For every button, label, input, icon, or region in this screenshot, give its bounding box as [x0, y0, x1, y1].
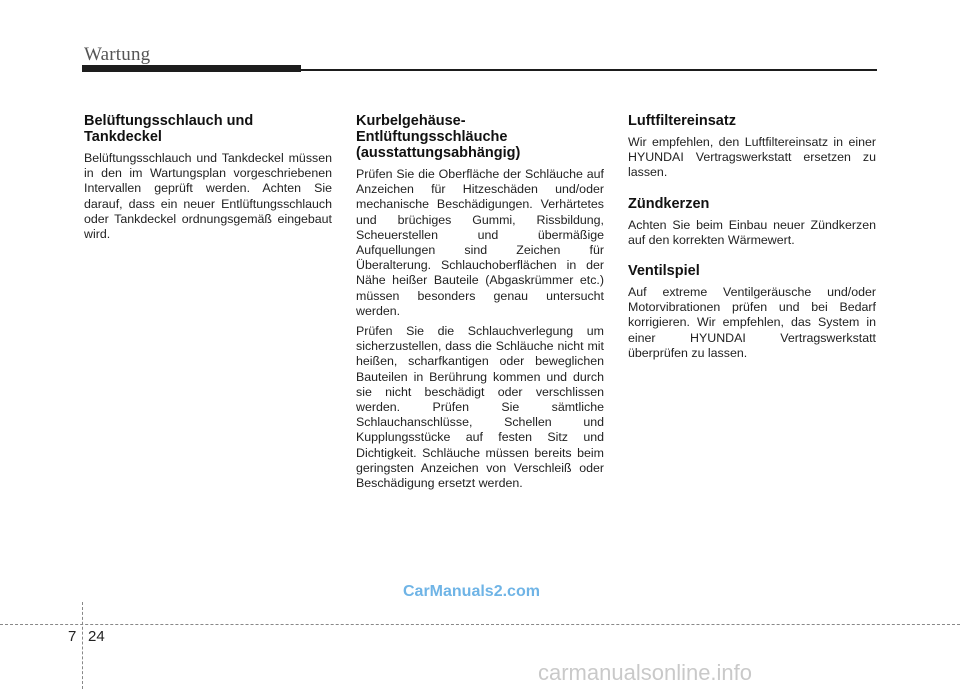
footer-vertical-divider — [82, 602, 83, 689]
section-paragraph: Prüfen Sie die Schlauchverlegung um sicherzustellen, dass die Schläuche nicht mit heißen, scharfkantigen oder beweglichen Bauteilen in Berührung kommen und durch sie nicht beschädigt oder verschlissen werden. Prüfen Sie sämtliche Schlauchanschlüsse, Schellen und Kupplungsstücke auf festen Sitz und Dichtigkeit. Schläuche müssen bereits beim geringsten Anzeichen von Verschleiß oder Beschädigung ersetzt werden. — [356, 324, 604, 491]
page-header-title: Wartung — [84, 44, 151, 65]
section-heading-luftfiltereinsatz: Luftfiltereinsatz — [628, 113, 736, 129]
column-2 — [356, 113, 604, 496]
section-heading-ventilspiel: Ventilspiel — [628, 263, 700, 280]
section-paragraph: Auf extreme Ventilgeräusche und/oder Motorvibrationen prüfen und bei Bedarf korrigieren. Wir empfehlen, das System in einer HYUNDAI Vertragswerkstatt überprüfen zu lassen. — [628, 285, 876, 360]
header-bar — [82, 65, 301, 72]
header-rule — [301, 69, 877, 71]
section-heading-kurbelgehaeuse: Kurbelgehäuse-Entlüftungsschläuche (ausstattungsabhängig) — [356, 113, 521, 161]
section-paragraph: Belüftungsschlauch und Tankdeckel müssen in den im Wartungsplan vorgeschriebenen Intervallen geprüft werden. Achten Sie darauf, dass ein neuer Entlüftungsschlauch oder Tankdeckel ordnungsgemäß eingebaut wird. — [84, 151, 332, 242]
section-paragraph: Wir empfehlen, den Luftfiltereinsatz in einer HYUNDAI Vertragswerkstatt ersetzen zu lassen. — [628, 135, 876, 180]
column-1 — [84, 113, 332, 247]
footer-divider — [0, 624, 960, 625]
column-3 — [628, 113, 876, 366]
section-heading-zuendkerzen: Zündkerzen — [628, 195, 710, 212]
section-heading-belueftungsschlauch: Belüftungsschlauch und Tankdeckel — [84, 113, 254, 145]
watermark-carmanualsonline: carmanualsonline.info — [538, 660, 753, 685]
watermark-carmanuals2: CarManuals2.com — [403, 583, 540, 600]
page-number: 24 — [88, 628, 105, 645]
page-chapter-number: 7 — [68, 628, 77, 645]
section-paragraph: Prüfen Sie die Oberfläche der Schläuche auf Anzeichen für Hitzeschäden und/oder mechanische Beschädigungen. Verhärtetes und brüchiges Gummi, Rissbildung, Scheuerstellen und übermäßige Aufquellungen sind Zeichen für Überalterung. Schlauchoberflächen in der Nähe heißer Bauteile (Abgaskrümmer etc.) müssen besonders genau untersucht werden. — [356, 167, 604, 318]
section-paragraph: Achten Sie beim Einbau neuer Zündkerzen auf den korrekten Wärmewert. — [628, 217, 876, 247]
